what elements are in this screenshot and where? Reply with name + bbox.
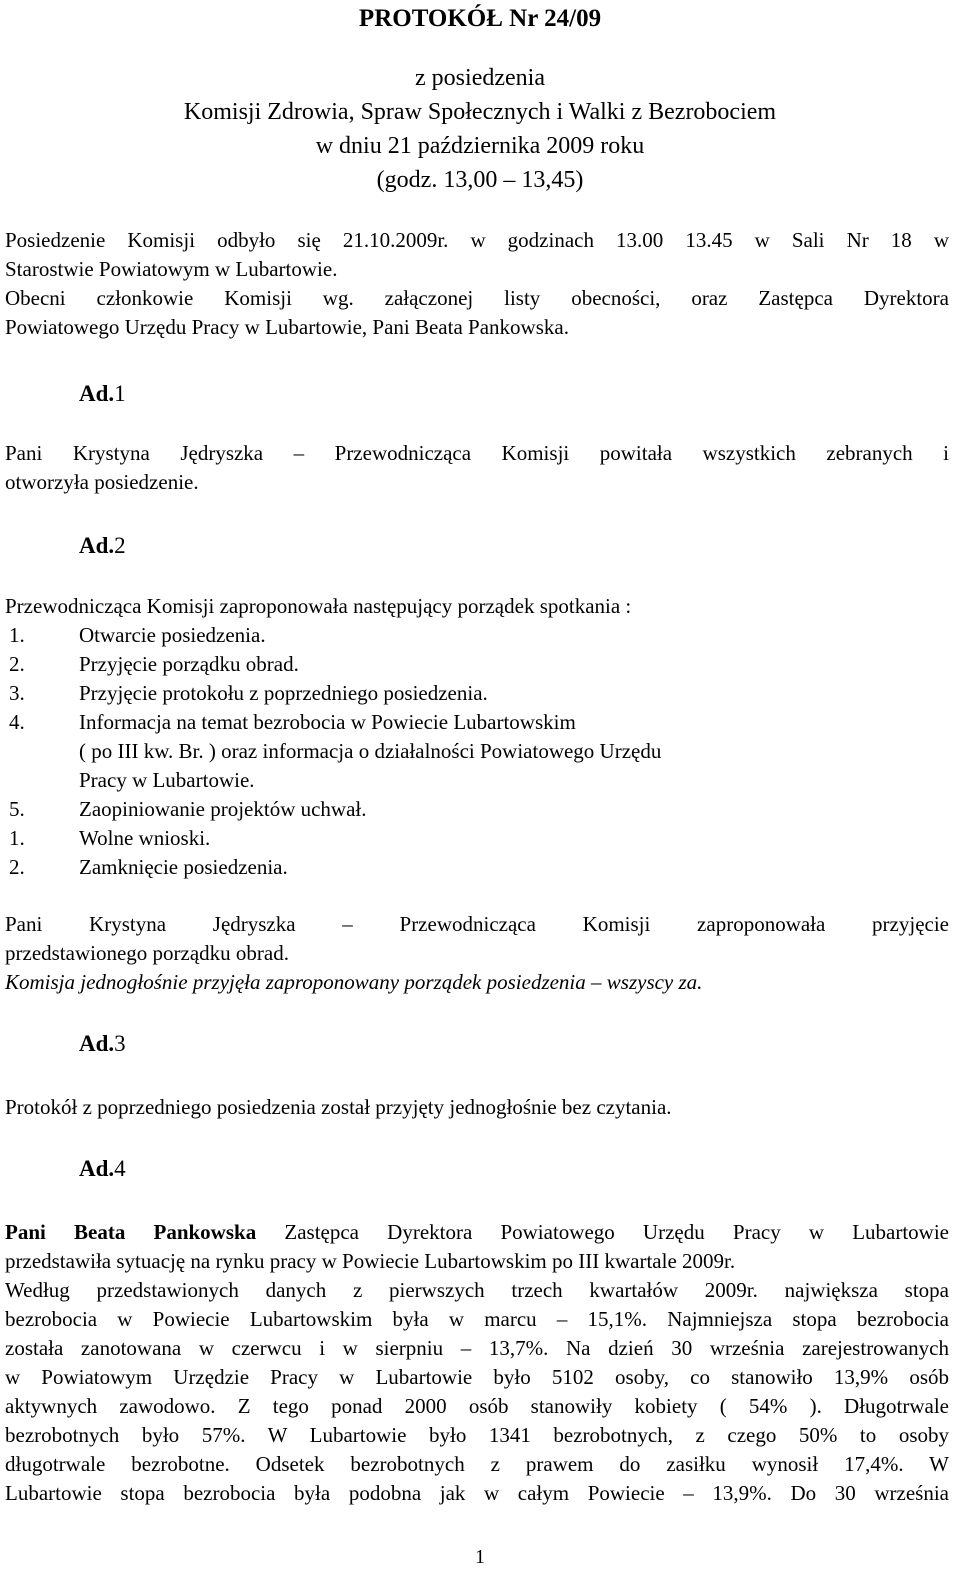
agenda-item: 3. Przyjęcie protokołu z poprzedniego posiedzenia. <box>9 681 488 705</box>
speaker-name: Pani Beata Pankowska <box>5 1220 257 1244</box>
section-heading-ad4: Ad.4 <box>79 1156 126 1181</box>
section-heading-ad1: Ad.1 <box>79 381 126 406</box>
ad1-text-line: otworzyła posiedzenie. <box>5 470 199 494</box>
page-number: 1 <box>475 1546 485 1568</box>
section-heading-ad3: Ad.3 <box>79 1031 126 1056</box>
section-heading-ad2: Ad.2 <box>79 533 126 558</box>
agenda-item: 1. Wolne wnioski. <box>9 826 211 850</box>
ad2-intro: Przewodnicząca Komisji zaproponowała następujący porządek spotkania : <box>5 594 632 618</box>
ad4-text-line: bezrobotnych było 57%. W Lubartowie było 1341 bezrobotnych, z czego 50% to osoby <box>5 1423 949 1447</box>
intro-line: Starostwie Powiatowym w Lubartowie. <box>5 257 338 281</box>
heading-line: Komisji Zdrowia, Spraw Społecznych i Walki z Bezrobociem <box>183 99 777 125</box>
intro-line: Powiatowego Urzędu Pracy w Lubartowie, Pani Beata Pankowska. <box>5 315 569 339</box>
ad4-text-line: Według przedstawionych danych z pierwszych trzech kwartałów 2009r. największa stopa <box>5 1278 949 1302</box>
ad4-text-line: przedstawiła sytuację na rynku pracy w Powiecie Lubartowskim po III kwartale 2009r. <box>5 1249 736 1273</box>
ad2-vote: Komisja jednogłośnie przyjęła zaproponowany porządek posiedzenia – wszyscy za. <box>5 970 703 994</box>
agenda-item: 2. Przyjęcie porządku obrad. <box>9 652 299 676</box>
agenda-item: 5. Zaopiniowanie projektów uchwał. <box>9 797 367 821</box>
ad2-after-line: przedstawionego porządku obrad. <box>5 941 289 965</box>
heading-line: w dniu 21 października 2009 roku <box>315 133 645 159</box>
ad1-text-line: Pani Krystyna Jędryszka – Przewodnicząca Komisji powitała wszystkich zebranych i <box>5 441 949 465</box>
agenda-item: 4. Informacja na temat bezrobocia w Powiecie Lubartowskim <box>9 710 576 734</box>
ad4-text-line: w Powiatowym Urzędzie Pracy w Lubartowie było 5102 osoby, co stanowiło 13,9% osób <box>5 1365 949 1389</box>
agenda-item: 1. Otwarcie posiedzenia. <box>9 623 266 647</box>
heading-line: z posiedzenia <box>415 65 545 91</box>
agenda-item-continued: ( po III kw. Br. ) oraz informacja o działalności Powiatowego Urzędu <box>79 739 662 763</box>
intro-line: Obecni członkowie Komisji wg. załączonej listy obecności, oraz Zastępca Dyrektora <box>5 286 949 310</box>
ad4-first-line: Pani Beata Pankowska Zastępca Dyrektora Powiatowego Urzędu Pracy w Lubartowie <box>5 1220 949 1244</box>
ad4-text-line: Lubartowie stopa bezrobocia była podobna jak w całym Powiecie – 13,9%. Do 30 września <box>5 1481 949 1505</box>
agenda-item: 2. Zamknięcie posiedzenia. <box>9 855 288 879</box>
ad4-text-line: aktywnych zawodowo. Z tego ponad 2000 osób stanowiły kobiety ( 54% ). Długotrwale <box>5 1394 949 1418</box>
agenda-item-continued: Pracy w Lubartowie. <box>79 768 255 792</box>
ad4-text-line: została zanotowana w czerwcu i w sierpniu – 13,7%. Na dzień 30 września zarejestrowanych <box>5 1336 949 1360</box>
intro-line: Posiedzenie Komisji odbyło się 21.10.2009r. w godzinach 13.00 13.45 w Sali Nr 18 w <box>5 228 949 252</box>
ad4-text-line: długotrwale bezrobotne. Odsetek bezrobotnych z prawem do zasiłku wynosił 17,4%. W <box>5 1452 949 1476</box>
ad2-after-line: Pani Krystyna Jędryszka – Przewodnicząca Komisji zaproponowała przyjęcie <box>5 912 949 936</box>
ad3-text: Protokół z poprzedniego posiedzenia został przyjęty jednogłośnie bez czytania. <box>5 1095 672 1119</box>
heading-line: (godz. 13,00 – 13,45) <box>376 167 584 193</box>
document-title: PROTOKÓŁ Nr 24/09 <box>358 5 602 32</box>
ad4-text-line: bezrobocia w Powiecie Lubartowskim była w marcu – 15,1%. Najmniejsza stopa bezrobocia <box>5 1307 949 1331</box>
